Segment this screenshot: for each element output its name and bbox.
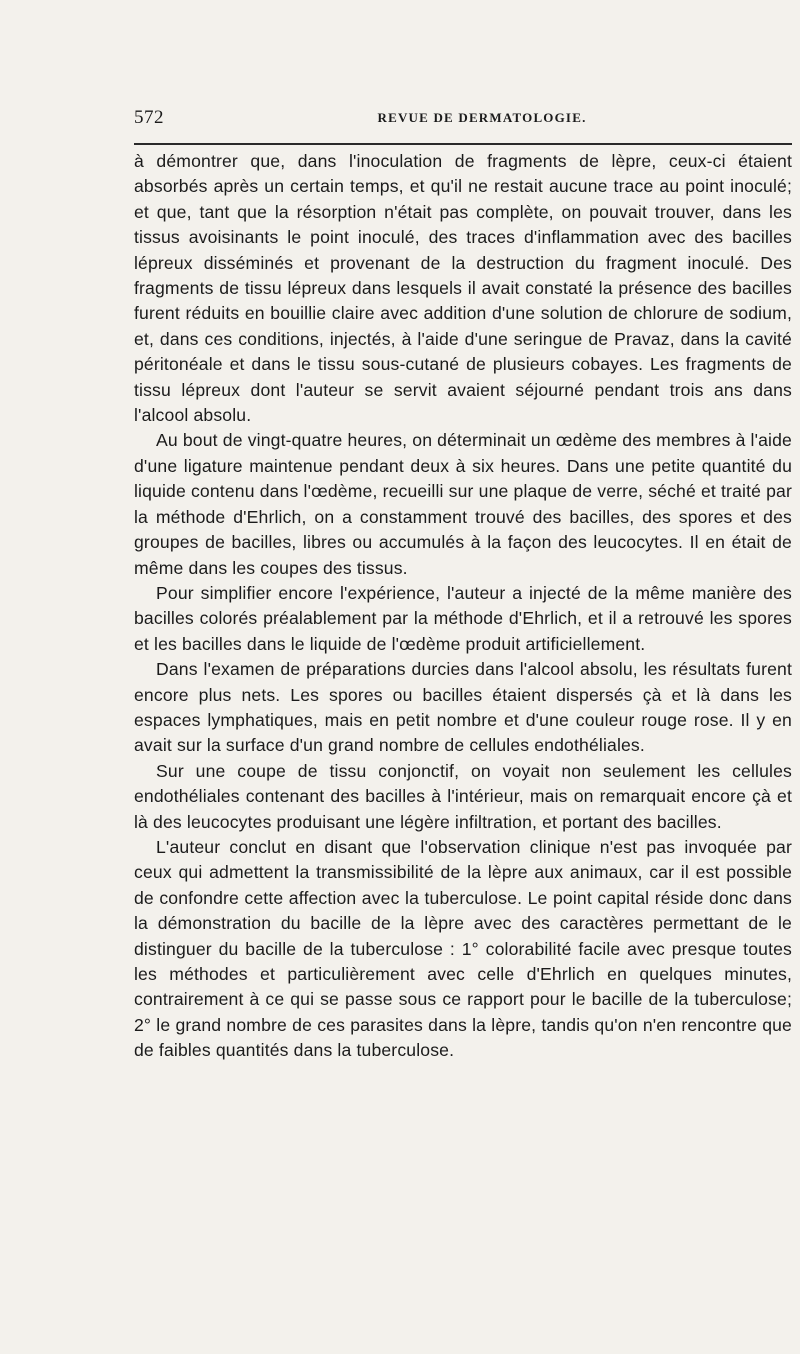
running-head <box>134 107 792 131</box>
paragraph: Pour simplifier encore l'expérience, l'auteur a injecté de la même manière des bacilles colorés préalablement par la méthode d'Ehrlich, et il a retrouvé les spores et les bacilles dans le liquide de l'œdème produit artificiellement. <box>134 582 792 654</box>
paragraph: L'auteur conclut en disant que l'observation clinique n'est pas invoquée par ceux qui admettent la transmissibilité de la lèpre aux animaux, car il est possible de confondre cette affection avec la tuberculose. Le point capital réside donc dans la démonstration du bacille de la lèpre avec des caractères permettant de le distinguer du bacille de la tuberculose : 1° colorabilité facile avec presque toutes les méthodes et particulièrement avec celle d'Ehrlich en quelques minutes, contrairement à ce qui se passe sous ce rapport pour le bacille de la tuberculose; 2° le grand nombre de ces parasites dans la lèpre, tandis qu'on n'en rencontre que de faibles quantités dans la tuberculose. <box>134 836 792 1061</box>
page-number: 572 <box>134 107 164 128</box>
header-rule <box>134 143 792 145</box>
journal-title: REVUE DE DERMATOLOGIE. <box>377 110 587 125</box>
paragraph: Sur une coupe de tissu conjonctif, on voyait non seulement les cellules endothéliales contenant des bacilles à l'intérieur, mais on remarquait encore çà et là des leucocytes produisant une légère infiltration, et portant des bacilles. <box>134 760 792 832</box>
article-body <box>134 149 792 1064</box>
paragraph-continued: à démontrer que, dans l'inoculation de fragments de lèpre, ceux-ci étaient absorbés après un certain temps, et qu'il ne restait aucune trace au point inoculé; et que, tant que la résorption n'était pas complète, on pouvait trouver, dans les tissus avoisinants le point inoculé, des traces d'inflammation avec des bacilles lépreux disséminés et provenant de la destruction du fragment inoculé. Des fragments de tissu lépreux dans lesquels il avait constaté la présence des bacilles furent réduits en bouillie claire avec addition d'une solution de chlorure de sodium, et, dans ces conditions, injectés, à l'aide d'une seringue de Pravaz, dans la cavité péritonéale et dans le tissu sous-cutané de plusieurs cobayes. Les fragments de tissu lépreux dont l'auteur se servit avaient séjourné pendant trois ans dans l'alcool absolu. <box>134 151 792 426</box>
paragraph: Dans l'examen de préparations durcies dans l'alcool absolu, les résultats furent encore plus nets. Les spores ou bacilles étaient dispersés çà et là dans les espaces lymphatiques, mais en petit nombre et d'une couleur rouge rose. Il y en avait sur la surface d'un grand nombre de cellules endothéliales. <box>134 659 792 756</box>
paragraph: Au bout de vingt-quatre heures, on déterminait un œdème des membres à l'aide d'une ligature maintenue pendant deux à six heures. Dans une petite quantité du liquide contenu dans l'œdème, recueilli sur une plaque de verre, séché et traité par la méthode d'Ehrlich, on a constamment trouvé des bacilles, des spores et des groupes de bacilles, libres ou accumulés à la façon des leucocytes. Il en était de même dans les coupes des tissus. <box>134 430 792 578</box>
